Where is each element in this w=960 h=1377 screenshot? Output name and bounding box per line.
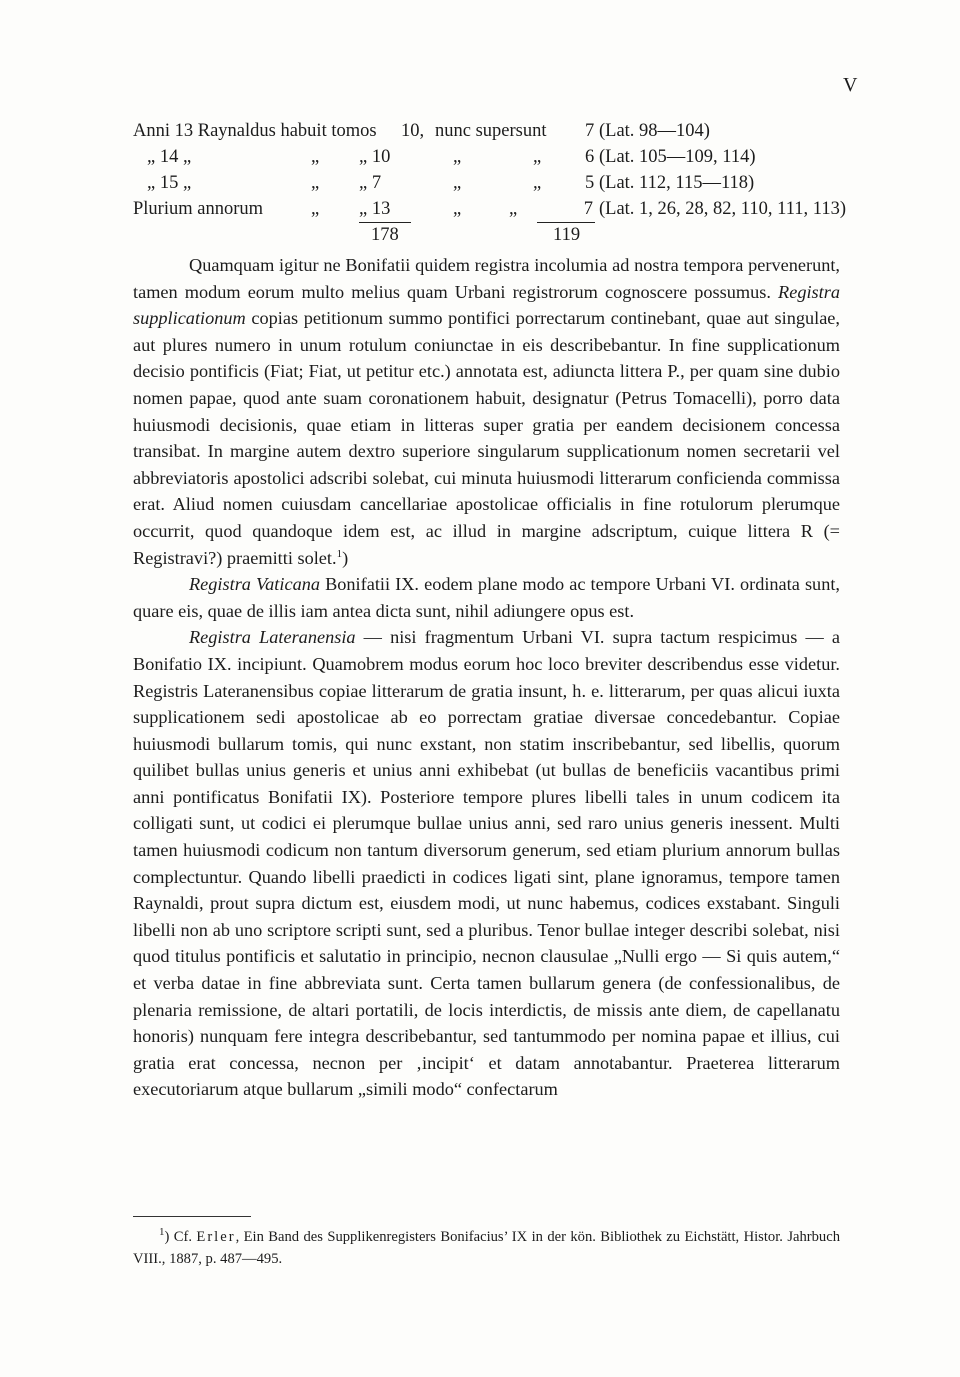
row-remaining: 5 [585,173,595,193]
row-label: Plurium annorum [133,199,264,219]
section-heading-italic: Registra Lateranensia [189,627,356,648]
row-lat: (Lat. 98—104) [599,121,710,141]
row-count: „ 13 [359,196,411,223]
ditto-mark: „ [453,199,462,219]
body-text [133,252,840,1103]
row-remaining: 6 [585,147,595,167]
row-count: „ 7 [359,173,382,193]
footnote-paragraph [133,1226,840,1270]
row-count: 10, [401,121,425,141]
row-remaining: 7 [537,196,595,223]
ditto-mark: „ [311,173,320,193]
row-label: „ 15 „ [147,173,192,193]
ditto-mark: „ [453,173,462,193]
row-lat: (Lat. 1, 26, 28, 82, 110, 111, 113) [599,199,846,219]
ditto-mark: „ [311,199,320,219]
ditto-mark: „ [533,173,542,193]
row-label: Anni 13 Raynaldus habuit tomos [133,121,377,141]
paragraph [133,624,840,1103]
paragraph-text: Quamquam igitur ne Bonifatii quidem registra incolumia ad nostra tempora pervenerunt, tamen modum eorum multo melius quam Urbani registrorum cognoscere possumus. [133,255,840,302]
footnote-divider [133,1216,251,1217]
row-label: „ 14 „ [147,147,192,167]
footnote-text: ) Cf. [164,1229,197,1245]
ditto-mark: „ [453,147,462,167]
row-lat: (Lat. 105—109, 114) [599,147,756,167]
paragraph-text: copias petitionum summo pontifici porrectarum continebant, quae aut singulae, aut plures numero in unum rotulum coniunctae in eis describebantur. In fine supplicationum decisio pontificis (Fiat; Fiat, ut petitur etc.) annotata est, adiuncta littera P., per quam sine dubio nomen papae, quod ante suam coronationem habuit, designatur (Petrus Tomacelli), porro data huiusmodi decisionis, quae etiam in litteras super gratia per eandem decisionem concessa transibat. In margine autem dextro superiore singularum supplicationum nomen secretarii vel abbreviatoris apostolici adscribi solebat, cui minuta huiusmodi litterarum conficienda commissa erat. Aliud nomen cuiusdam cancellariae apostolicae officialis in fine rotulorum plerumque occurrit, quod quandoque idem est, ac illud in margine adscriptum, cuique littera R (= Registravi?) praemitti solet. [133,308,840,568]
footnote-ref: 1 [336,547,343,560]
ditto-mark: „ [311,147,320,167]
footnote-marker: 1 [159,1226,165,1239]
paragraph-text: Bonifatii IX. eodem plane modo ac tempore Urbani VI. ordinata sunt, quare eis, quae de illis iam antea dicta sunt, nihil adiungere opus est. [133,574,840,621]
footnote [133,1226,840,1270]
paragraph [133,252,840,571]
row-mid: nunc supersunt [435,121,547,141]
paragraph-text: ) [342,547,349,568]
footnote-text: , Ein Band des Supplikenregisters Bonifacius’ IX in der kön. Bibliothek zu Eichstätt, Histor. Jahrbuch VIII., 1887, p. 487—495. [133,1229,840,1267]
page-number: V [843,74,858,96]
section-heading-italic: Registra supplicationum [133,281,840,329]
paragraph [133,571,840,624]
section-heading-italic: Registra Vaticana [189,574,320,595]
ditto-mark: „ [533,147,542,167]
row-count: „ 10 [359,147,391,167]
total-volumes: 178 [371,225,399,245]
total-remaining: 119 [553,225,581,245]
ditto-mark: „ [509,199,518,219]
paragraph-text: — nisi fragmentum Urbani VI. supra tactum respicimus — a Bonifatio IX. incipiunt. Quamobrem modus eorum hoc loco breviter describendus esse videtur. Registris Lateranensibus copiae litterarum de gratia insunt, h. e. litterarum, per quas alicui iuxta supplicationem sedi apostolicae ab eo porrectam gratiae diversae concedebantur. Copiae huiusmodi bullarum tomis, qui nunc exstant, non statim inscribebantur, sed libellis, quorum quilibet bullas unius generis et unius anni exhibebat (ut bullas de beneficiis vacantibus primi anni pontificatus Bonifatii IX). Posteriore tempore plures libelli tales in unum codicem ita colligati sunt, ut codici ei plerumque bullae unius anni, sed raro unius generis inessent. Multi tamen huiusmodi codicum non tantum diversorum generum, sed etiam plurium annorum bullas complectuntur. Quando libelli praedicti in codices ligati sint, plane ignoramus, tempore tamen Raynaldi, prout supra dictum est, eiusdem modi, ut nunc habemus, codices exstabant. Singuli libelli non ab uno scriptore scripti sunt, sed a pluribus. Tenor bullae integer describi solebat, nisi quod titulus pontificis et salutatio in principio, necnon clausulae „Nulli ergo — Si quis autem,“ et verba datae in fine abbreviata sunt. Certa tamen bullarum genera (de confessionalibus, de plenaria remissione, de altari portatili, de locis interdictis, de missis ante diem, de capellanatu honoris) nunquam fere integra describebantur, sed tantummodo per nomina papae et illius, cui gratia erat concessa, necnon per ‚incipit‘ et datam annotabantur. Praeterea litterarum executoriarum atque bullarum „simili modo“ confectarum [133,627,840,1100]
row-remaining: 7 [585,121,595,141]
footnote-author: Erler [196,1229,236,1245]
row-lat: (Lat. 112, 115—118) [599,173,755,193]
